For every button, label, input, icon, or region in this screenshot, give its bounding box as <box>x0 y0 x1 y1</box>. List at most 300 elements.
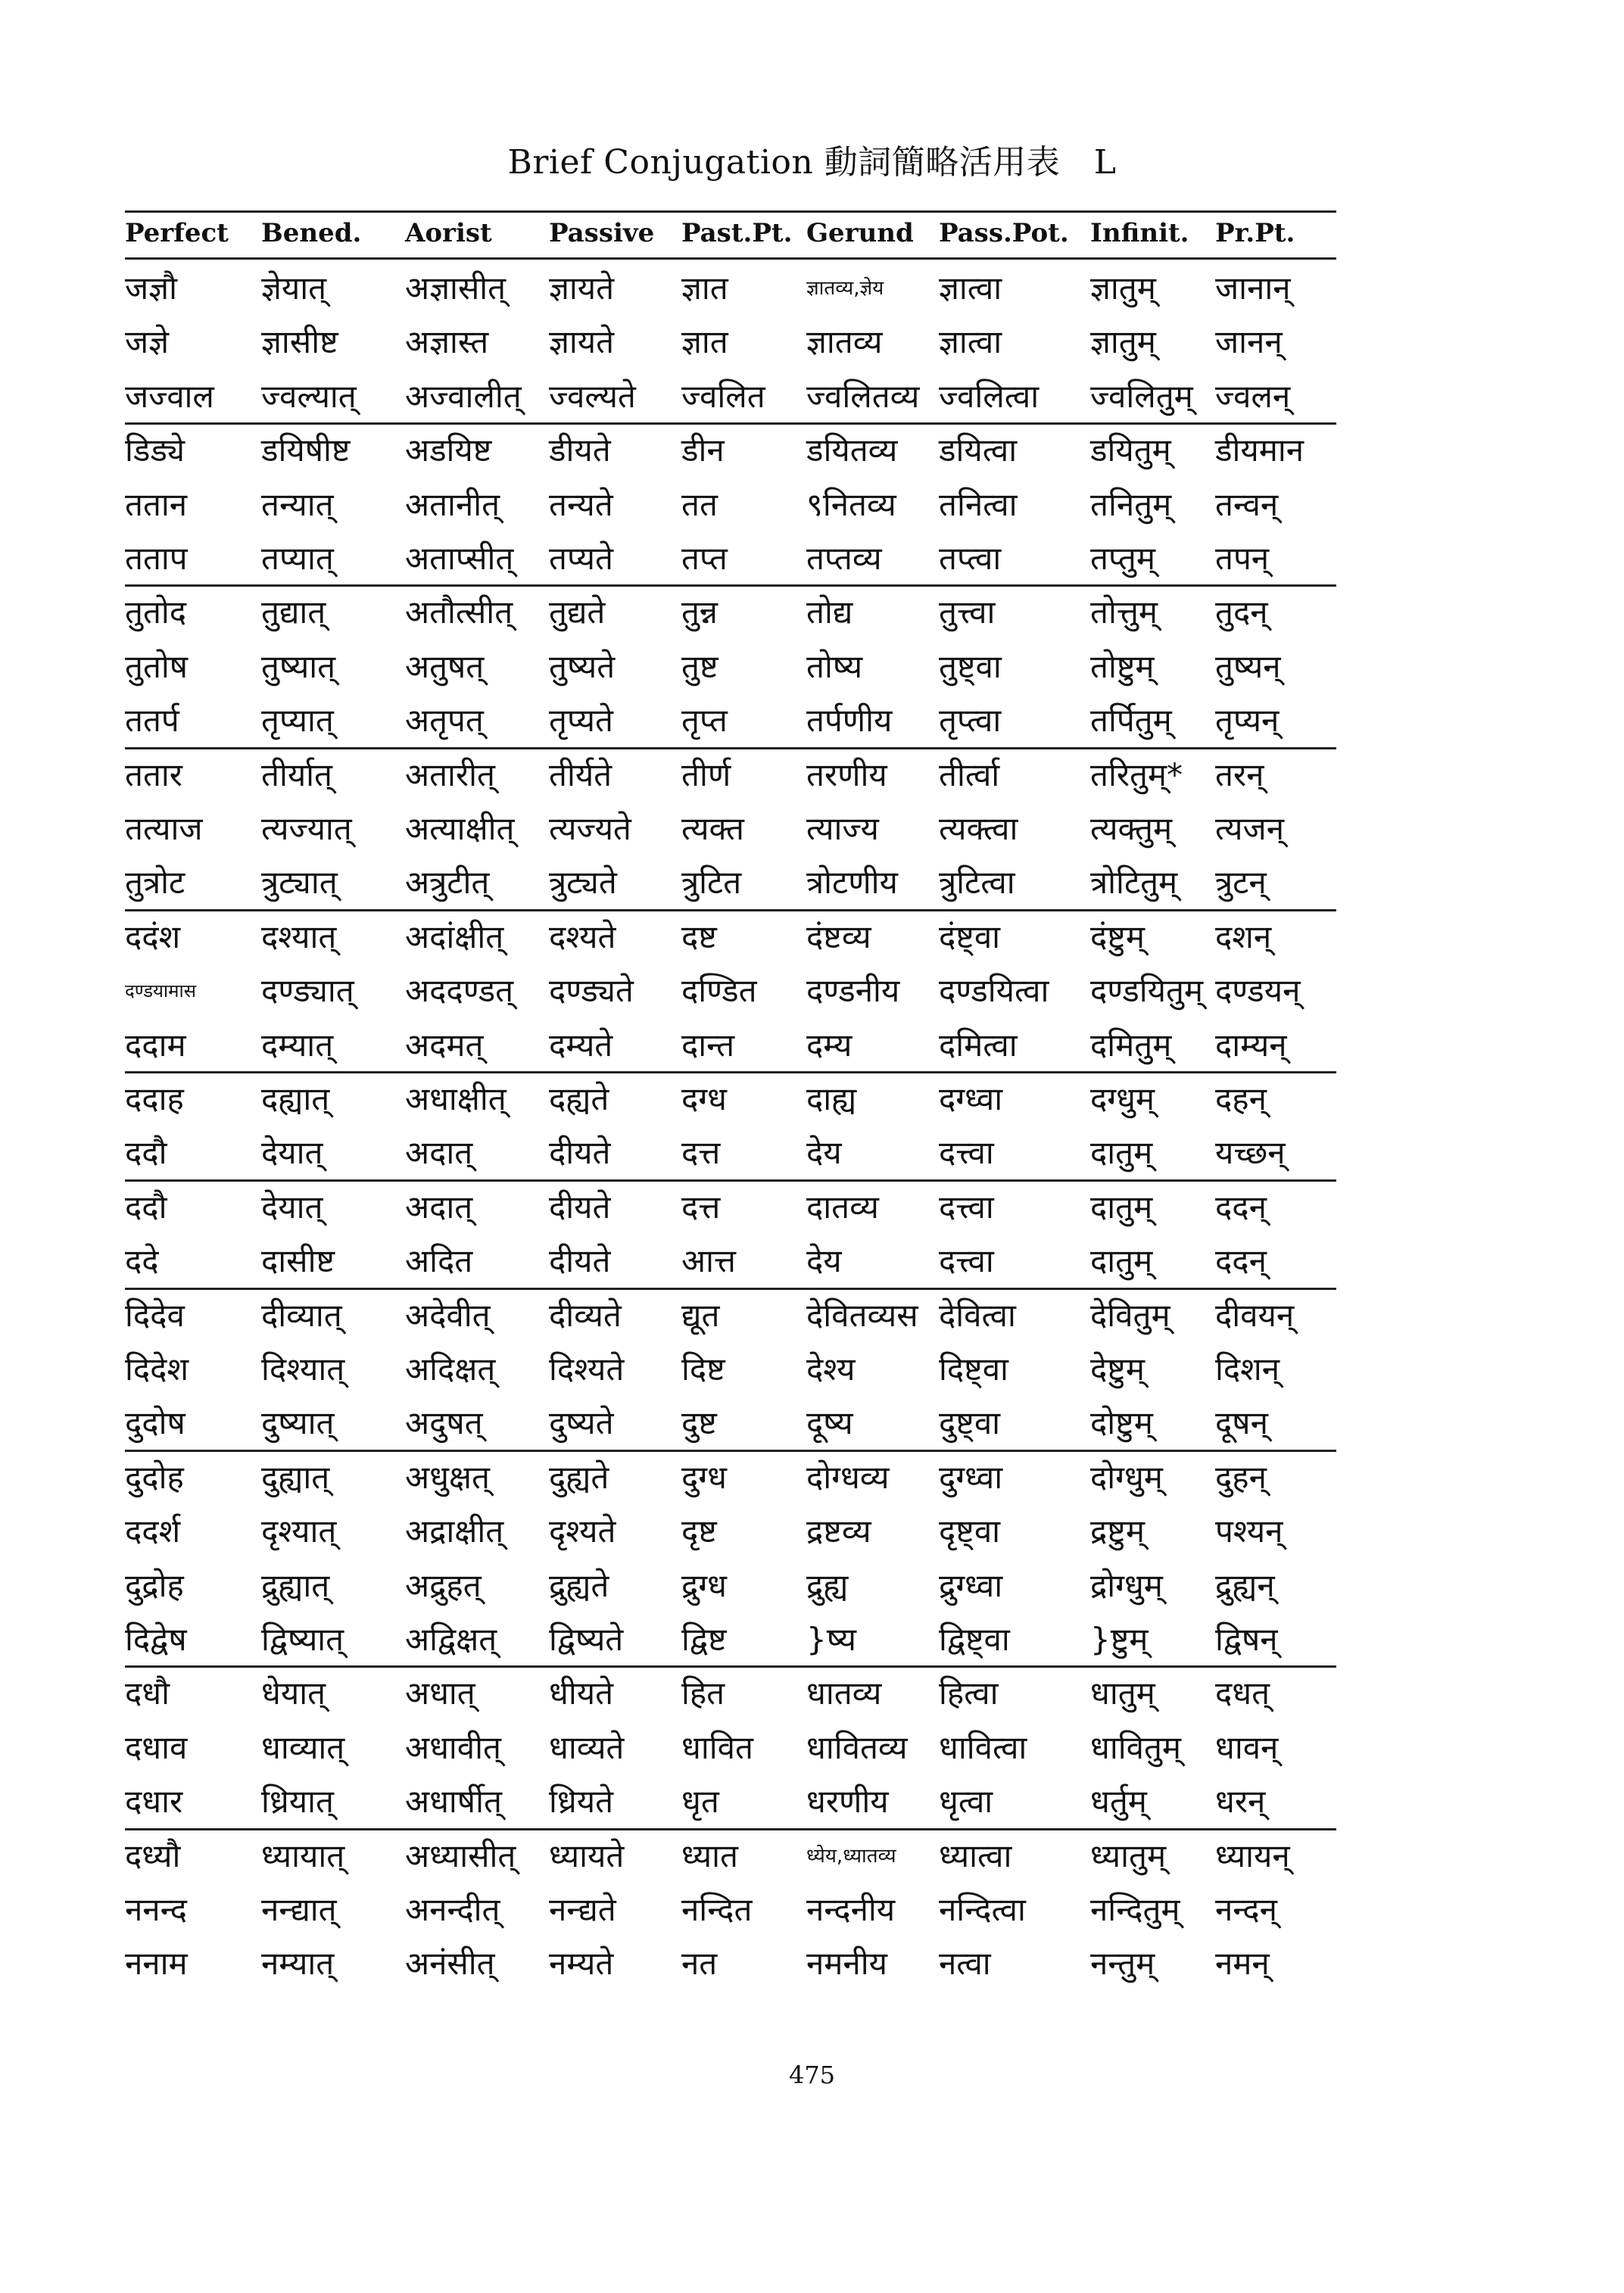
column-header: Passive <box>549 218 655 248</box>
group-divider <box>125 1828 1336 1830</box>
table-cell: दमित्वा <box>939 1026 1018 1064</box>
header-bottom-rule <box>125 257 1336 260</box>
table-cell: दग्धुम् <box>1090 1080 1155 1117</box>
table-cell: दधार <box>125 1783 183 1821</box>
table-cell: तुष्यते <box>549 647 616 685</box>
table-cell: अत्रुटीत् <box>405 864 490 902</box>
table-cell: अधात् <box>405 1675 475 1712</box>
table-cell: देश्य <box>806 1351 856 1388</box>
table-cell: ज्ञायते <box>549 323 615 361</box>
table-cell: डयिषीष्ट <box>261 431 351 469</box>
table-cell: अदुषत् <box>405 1404 483 1442</box>
table-cell: दीव्यात् <box>261 1296 342 1334</box>
table-cell: नम्यात् <box>261 1945 335 1983</box>
table-cell: दान्त <box>681 1026 735 1064</box>
table-cell: यच्छन् <box>1215 1134 1286 1172</box>
table-cell: द्विषन् <box>1215 1621 1278 1658</box>
table-cell: तुतोद <box>125 594 187 631</box>
table-cell: दिदेव <box>125 1296 185 1334</box>
table-cell: दूष्य <box>806 1404 853 1442</box>
table-cell: तुष्यात् <box>261 647 336 685</box>
table-cell: तृप्यन् <box>1215 702 1280 740</box>
table-cell: दण्डयितुम् <box>1090 972 1204 1010</box>
table-cell: ददाह <box>125 1080 184 1117</box>
table-cell: दुह्यते <box>549 1458 609 1496</box>
table-cell: तर्पणीय <box>806 702 893 740</box>
header-top-rule <box>125 210 1336 213</box>
table-cell: ध्यात्वा <box>939 1837 1012 1874</box>
table-cell: ९नितव्य <box>806 485 896 523</box>
table-cell: दीवयन् <box>1215 1296 1295 1334</box>
table-cell: दातुम् <box>1090 1134 1153 1172</box>
table-cell: डीयते <box>549 431 611 469</box>
table-cell: अनंसीत् <box>405 1945 495 1983</box>
table-cell: अददण्डत् <box>405 972 514 1010</box>
page-title: Brief Conjugation 動詞簡略活用表 L <box>507 143 1117 182</box>
table-cell: दुदोह <box>125 1458 184 1496</box>
table-cell: दत्त्वा <box>939 1188 994 1226</box>
table-cell: दंष्टव्य <box>806 918 871 955</box>
table-cell: दधौ <box>125 1675 170 1712</box>
table-cell: दोग्धव्य <box>806 1458 890 1496</box>
table-cell: द्रुग्ध <box>681 1566 727 1604</box>
table-cell: दृश्यात् <box>261 1513 337 1550</box>
table-cell: ज्वलन् <box>1215 377 1291 415</box>
table-cell: धर्तुम् <box>1090 1783 1147 1821</box>
table-cell: तनितुम् <box>1090 485 1172 523</box>
table-cell: ज्वल्यते <box>549 377 636 415</box>
table-cell: }ष्टुम् <box>1090 1621 1149 1658</box>
table-cell: तप्त्वा <box>939 540 1002 577</box>
table-cell: दातुम् <box>1090 1242 1153 1280</box>
table-cell: दत्त्वा <box>939 1134 994 1172</box>
page-number: 475 <box>788 2061 836 2089</box>
table-cell: ध्यात <box>681 1837 738 1874</box>
table-cell: तत <box>681 485 718 523</box>
table-cell: ध्यायते <box>549 1837 625 1874</box>
table-cell: दासीष्ट <box>261 1242 335 1280</box>
table-cell: अज्वालीत् <box>405 377 522 415</box>
table-cell: दुष्ट <box>681 1404 717 1442</box>
table-cell: तोद्य <box>806 594 853 631</box>
table-cell: त्रुट्यते <box>549 864 617 902</box>
table-cell: द्रुग्ध्वा <box>939 1566 1003 1604</box>
table-cell: ध्यायन् <box>1215 1837 1290 1874</box>
table-cell: तुत्त्वा <box>939 594 996 631</box>
table-cell: }ष्य <box>806 1621 856 1658</box>
table-cell: अदित <box>405 1242 473 1280</box>
table-cell: द्रुह्यते <box>549 1566 609 1604</box>
table-cell: धावित्वा <box>939 1728 1027 1766</box>
group-divider <box>125 1071 1336 1073</box>
table-cell: तुद्यते <box>549 594 606 631</box>
table-cell: तृप्त <box>681 702 728 740</box>
table-cell: तुष्ट <box>681 647 718 685</box>
table-cell: त्यक्त <box>681 810 744 847</box>
column-header: Perfect <box>125 218 229 248</box>
table-cell: त्यज्यते <box>549 810 631 847</box>
table-cell: तीर्त्वा <box>939 756 1000 793</box>
table-cell: तताप <box>125 540 188 577</box>
table-cell: धरन् <box>1215 1783 1266 1821</box>
table-cell: ज्ञायते <box>549 269 615 307</box>
table-cell: डयित्वा <box>939 431 1018 469</box>
table-cell: तुत्रोट <box>125 864 185 902</box>
table-cell: नन्दित्वा <box>939 1891 1026 1928</box>
table-cell: अधार्षीत् <box>405 1783 502 1821</box>
table-cell: ध्रियते <box>549 1783 614 1821</box>
table-cell: ददन् <box>1215 1242 1267 1280</box>
group-divider <box>125 747 1336 749</box>
table-cell: ज्ञेयात् <box>261 269 327 307</box>
table-cell: नमन् <box>1215 1945 1270 1983</box>
table-cell: हित <box>681 1675 725 1712</box>
table-cell: दुष्ट्वा <box>939 1404 1001 1442</box>
table-cell: तुद्यात् <box>261 594 326 631</box>
table-cell: त्रुट्यात् <box>261 864 338 902</box>
table-cell: दुष्यते <box>549 1404 614 1442</box>
table-cell: देवितुम् <box>1090 1296 1170 1334</box>
table-cell: जज्वाल <box>125 377 214 415</box>
column-header: Pass.Pot. <box>939 218 1069 248</box>
table-cell: ननन्द <box>125 1891 187 1928</box>
table-cell: दष्ट <box>681 918 717 955</box>
table-cell: द्रुह्य <box>806 1566 849 1604</box>
table-cell: अध्यासीत् <box>405 1837 516 1874</box>
table-cell: धीयते <box>549 1675 614 1712</box>
table-cell: नन्दन् <box>1215 1891 1277 1928</box>
table-cell: ज्वलितव्य <box>806 377 920 415</box>
group-divider <box>125 422 1336 425</box>
table-cell: तपन् <box>1215 540 1270 577</box>
table-cell: तोष्टुम् <box>1090 647 1155 685</box>
table-cell: द्रोग्धुम् <box>1090 1566 1163 1604</box>
table-cell: दण्डयित्वा <box>939 972 1049 1010</box>
table-cell: अनन्दीत् <box>405 1891 500 1928</box>
table-cell: हित्वा <box>939 1675 999 1712</box>
table-cell: दोग्धुम् <box>1090 1458 1163 1496</box>
table-cell: ज्वल्यात् <box>261 377 357 415</box>
table-cell: दिश्यते <box>549 1351 625 1388</box>
table-cell: तप्यात् <box>261 540 334 577</box>
table-cell: द्रुह्यन् <box>1215 1566 1275 1604</box>
table-cell: देष्टुम् <box>1090 1351 1145 1388</box>
table-cell: ज्ञात्वा <box>939 323 1002 361</box>
table-cell: दम्यते <box>549 1026 613 1064</box>
table-cell: दहन् <box>1215 1080 1267 1117</box>
table-cell: अदांक्षीत् <box>405 918 504 955</box>
table-cell: तुष्ट्वा <box>939 647 1002 685</box>
table-cell: ददौ <box>125 1134 167 1172</box>
table-cell: दत्त <box>681 1134 721 1172</box>
column-header: Aorist <box>405 218 492 248</box>
table-cell: तप्यते <box>549 540 613 577</box>
table-cell: तप्त <box>681 540 728 577</box>
table-cell: जानन् <box>1215 323 1283 361</box>
table-cell: अतारीत् <box>405 756 495 793</box>
table-cell: तोष्य <box>806 647 863 685</box>
table-cell: देयात् <box>261 1134 323 1172</box>
table-cell: तन्यात् <box>261 485 334 523</box>
table-cell: अद्राक्षीत् <box>405 1513 504 1550</box>
column-header: Gerund <box>806 218 914 248</box>
table-cell: त्याज्य <box>806 810 879 847</box>
table-cell: द्विष्यते <box>549 1621 624 1658</box>
table-cell: धावित <box>681 1728 753 1766</box>
table-cell: त्रुटन् <box>1215 864 1267 902</box>
table-cell: जानान् <box>1215 269 1291 307</box>
table-cell: धावन् <box>1215 1728 1279 1766</box>
table-cell: जज्ञे <box>125 323 170 361</box>
table-cell: दश्यते <box>549 918 616 955</box>
table-cell: दिद्वेष <box>125 1621 187 1658</box>
table-cell: दातुम् <box>1090 1188 1153 1226</box>
table-cell: दधत् <box>1215 1675 1270 1712</box>
table-cell: डयितव्य <box>806 431 898 469</box>
table-cell: ज्ञातव्य,ज्ञेय <box>806 277 884 300</box>
table-cell: तप्तुम् <box>1090 540 1155 577</box>
table-cell: दाम्यन् <box>1215 1026 1287 1064</box>
table-cell: दण्डयामास <box>125 980 196 1002</box>
table-cell: तीर्यात् <box>261 756 332 793</box>
table-cell: डयितुम् <box>1090 431 1171 469</box>
column-header: Bened. <box>261 218 362 248</box>
table-cell: दिदेश <box>125 1351 189 1388</box>
table-cell: तत्याज <box>125 810 203 847</box>
table-cell: पश्यन् <box>1215 1513 1283 1550</box>
table-cell: अद्विक्षत् <box>405 1621 497 1658</box>
table-cell: नत <box>681 1945 718 1983</box>
table-cell: तुष्यन् <box>1215 647 1281 685</box>
table-cell: देय <box>806 1242 842 1280</box>
table-cell: धेयात् <box>261 1675 326 1712</box>
table-cell: दम्यात् <box>261 1026 334 1064</box>
table-cell: ध्रियात् <box>261 1783 334 1821</box>
table-cell: अदेवीत् <box>405 1296 491 1334</box>
table-cell: ददर्श <box>125 1513 181 1550</box>
table-cell: ददाम <box>125 1026 186 1064</box>
table-cell: दंष्ट्वा <box>939 918 1001 955</box>
table-cell: ज्ञात्वा <box>939 269 1002 307</box>
table-cell: त्यज्यात् <box>261 810 352 847</box>
table-cell: दुदोष <box>125 1404 185 1442</box>
table-cell: ज्वलितुम् <box>1090 377 1193 415</box>
table-cell: ज्ञातव्य <box>806 323 883 361</box>
group-divider <box>125 909 1336 911</box>
group-divider <box>125 1179 1336 1182</box>
group-divider <box>125 1665 1336 1668</box>
table-cell: ततार <box>125 756 182 793</box>
table-cell: अज्ञासीत् <box>405 269 507 307</box>
table-cell: ज्ञासीष्ट <box>261 323 338 361</box>
table-cell: ध्यायात् <box>261 1837 345 1874</box>
table-cell: दिशन् <box>1215 1351 1280 1388</box>
table-cell: दोष्टुम् <box>1090 1404 1153 1442</box>
group-divider <box>125 1450 1336 1452</box>
table-cell: त्रोटितुम् <box>1090 864 1178 902</box>
table-cell: डीन <box>681 431 725 469</box>
table-cell: ज्वलित <box>681 377 765 415</box>
table-cell: देवितव्यस <box>806 1296 918 1334</box>
table-cell: दण्ड्यते <box>549 972 634 1010</box>
table-cell: दंष्टुम् <box>1090 918 1145 955</box>
table-cell: अदात् <box>405 1134 473 1172</box>
table-cell: दिश्यात् <box>261 1351 345 1388</box>
table-cell: अतौत्सीत् <box>405 594 513 631</box>
table-cell: तुन्न <box>681 594 718 631</box>
table-cell: धृत <box>681 1783 719 1821</box>
table-cell: द्विष्ट्वा <box>939 1621 1010 1658</box>
table-cell: अद्रुहत् <box>405 1566 482 1604</box>
table-cell: दुष्यात् <box>261 1404 335 1442</box>
table-cell: दिष्ट <box>681 1351 725 1388</box>
table-cell: दाह्य <box>806 1080 857 1117</box>
table-cell: दधाव <box>125 1728 188 1766</box>
table-cell: तरन् <box>1215 756 1264 793</box>
table-cell: धावितव्य <box>806 1728 908 1766</box>
table-cell: नन्तुम् <box>1090 1945 1155 1983</box>
table-cell: अडयिष्ट <box>405 431 492 469</box>
table-cell: त्रोटणीय <box>806 864 898 902</box>
table-cell: अतुषत् <box>405 647 485 685</box>
table-cell: दृष्ट <box>681 1513 717 1550</box>
table-cell: तोत्तुम् <box>1090 594 1158 631</box>
table-cell: त्यक्तुम् <box>1090 810 1173 847</box>
table-cell: अतृपत् <box>405 702 484 740</box>
table-cell: त्रुटित <box>681 864 742 902</box>
table-cell: डीयमान <box>1215 431 1304 469</box>
table-cell: ततान <box>125 485 188 523</box>
table-cell: जज्ञौ <box>125 269 177 307</box>
table-cell: ज्ञातुम् <box>1090 269 1156 307</box>
table-cell: द्विष्यात् <box>261 1621 344 1658</box>
table-cell: त्यजन् <box>1215 810 1285 847</box>
table-cell: अधुक्षत् <box>405 1458 490 1496</box>
table-cell: तनित्वा <box>939 485 1018 523</box>
table-cell: दत्त्वा <box>939 1242 994 1280</box>
column-header: Pr.Pt. <box>1215 218 1295 248</box>
table-cell: तन्यते <box>549 485 613 523</box>
table-cell: ननाम <box>125 1945 188 1983</box>
table-cell: दृष्ट्वा <box>939 1513 1001 1550</box>
table-cell: धावितुम् <box>1090 1728 1181 1766</box>
table-cell: नन्दनीय <box>806 1891 896 1928</box>
table-cell: तृप्यते <box>549 702 613 740</box>
table-cell: देय <box>806 1134 842 1172</box>
table-cell: धातव्य <box>806 1675 882 1712</box>
table-cell: दग्ध <box>681 1080 727 1117</box>
table-cell: दुग्ध <box>681 1458 727 1496</box>
table-cell: ज्ञात <box>681 323 728 361</box>
table-cell: अदमत् <box>405 1026 484 1064</box>
table-cell: तन्वन् <box>1215 485 1279 523</box>
table-cell: अतानीत् <box>405 485 500 523</box>
table-cell: दशन् <box>1215 918 1272 955</box>
table-cell: दश्यात् <box>261 918 337 955</box>
column-header: Infinit. <box>1090 218 1189 248</box>
table-cell: दण्डनीय <box>806 972 900 1010</box>
table-cell: ततर्प <box>125 702 179 740</box>
table-cell: दीयते <box>549 1188 611 1226</box>
table-cell: दीव्यते <box>549 1296 622 1334</box>
table-cell: तृप्त्वा <box>939 702 1002 740</box>
table-cell: दीयते <box>549 1134 611 1172</box>
table-cell: तुदन् <box>1215 594 1268 631</box>
table-cell: अदिक्षत् <box>405 1351 496 1388</box>
column-header: Past.Pt. <box>681 218 793 248</box>
table-cell: दृश्यते <box>549 1513 616 1550</box>
table-cell: नन्द्यते <box>549 1891 616 1928</box>
table-cell: दुद्रोह <box>125 1566 184 1604</box>
table-cell: द्रुह्यात् <box>261 1566 330 1604</box>
table-cell: ददंश <box>125 918 181 955</box>
table-cell: तरणीय <box>806 756 887 793</box>
table-cell: दीयते <box>549 1242 611 1280</box>
table-cell: तरितुम्* <box>1090 756 1183 793</box>
table-cell: ज्वलित्वा <box>939 377 1040 415</box>
table-cell: ध्यातुम् <box>1090 1837 1167 1874</box>
table-cell: नम्यते <box>549 1945 614 1983</box>
table-cell: धाव्यते <box>549 1728 625 1766</box>
table-cell: दमितुम् <box>1090 1026 1172 1064</box>
table-cell: ददौ <box>125 1188 167 1226</box>
table-cell: दण्डित <box>681 972 757 1010</box>
table-cell: द्रष्टुम् <box>1090 1513 1145 1550</box>
table-cell: त्रुटित्वा <box>939 864 1015 902</box>
table-cell: ज्ञातुम् <box>1090 323 1156 361</box>
table-cell: अधाक्षीत् <box>405 1080 507 1117</box>
table-cell: धृत्वा <box>939 1783 993 1821</box>
table-cell: अधावीत् <box>405 1728 501 1766</box>
table-cell: ध्येय,ध्यातव्य <box>806 1844 896 1868</box>
table-cell: धाव्यात् <box>261 1728 345 1766</box>
table-cell: द्यूत <box>681 1296 720 1334</box>
table-cell: त्यक्त्वा <box>939 810 1018 847</box>
table-cell: दध्यौ <box>125 1837 181 1874</box>
table-cell: तीर्यते <box>549 756 613 793</box>
table-cell: दण्डयन् <box>1215 972 1301 1010</box>
table-cell: दुह्यात् <box>261 1458 330 1496</box>
table-cell: अज्ञास्त <box>405 323 489 361</box>
table-cell: द्विष्ट <box>681 1621 727 1658</box>
group-divider <box>125 1288 1336 1290</box>
table-cell: अत्याक्षीत् <box>405 810 515 847</box>
group-divider <box>125 584 1336 587</box>
table-cell: देयात् <box>261 1188 323 1226</box>
table-cell: तर्पितुम् <box>1090 702 1172 740</box>
table-cell: दुहन् <box>1215 1458 1267 1496</box>
table-cell: दत्त <box>681 1188 721 1226</box>
table-cell: दुग्ध्वा <box>939 1458 1003 1496</box>
table-cell: दिष्ट्वा <box>939 1351 1008 1388</box>
table-cell: अदात् <box>405 1188 473 1226</box>
table-cell: दण्ड्यात् <box>261 972 354 1010</box>
table-cell: दग्ध्वा <box>939 1080 1003 1117</box>
table-cell: दातव्य <box>806 1188 879 1226</box>
table-cell: तृप्यात् <box>261 702 334 740</box>
table-cell: दह्यते <box>549 1080 609 1117</box>
table-cell: नन्दित <box>681 1891 753 1928</box>
table-cell: द्रष्टव्य <box>806 1513 871 1550</box>
table-cell: नन्द्यात् <box>261 1891 337 1928</box>
table-cell: नत्वा <box>939 1945 991 1983</box>
table-cell: ज्ञात <box>681 269 728 307</box>
table-cell: डिड्ये <box>125 431 185 469</box>
table-cell: ददे <box>125 1242 159 1280</box>
table-cell: नन्दितुम् <box>1090 1891 1180 1928</box>
table-cell: धरणीय <box>806 1783 889 1821</box>
table-cell: अताप्सीत् <box>405 540 514 577</box>
